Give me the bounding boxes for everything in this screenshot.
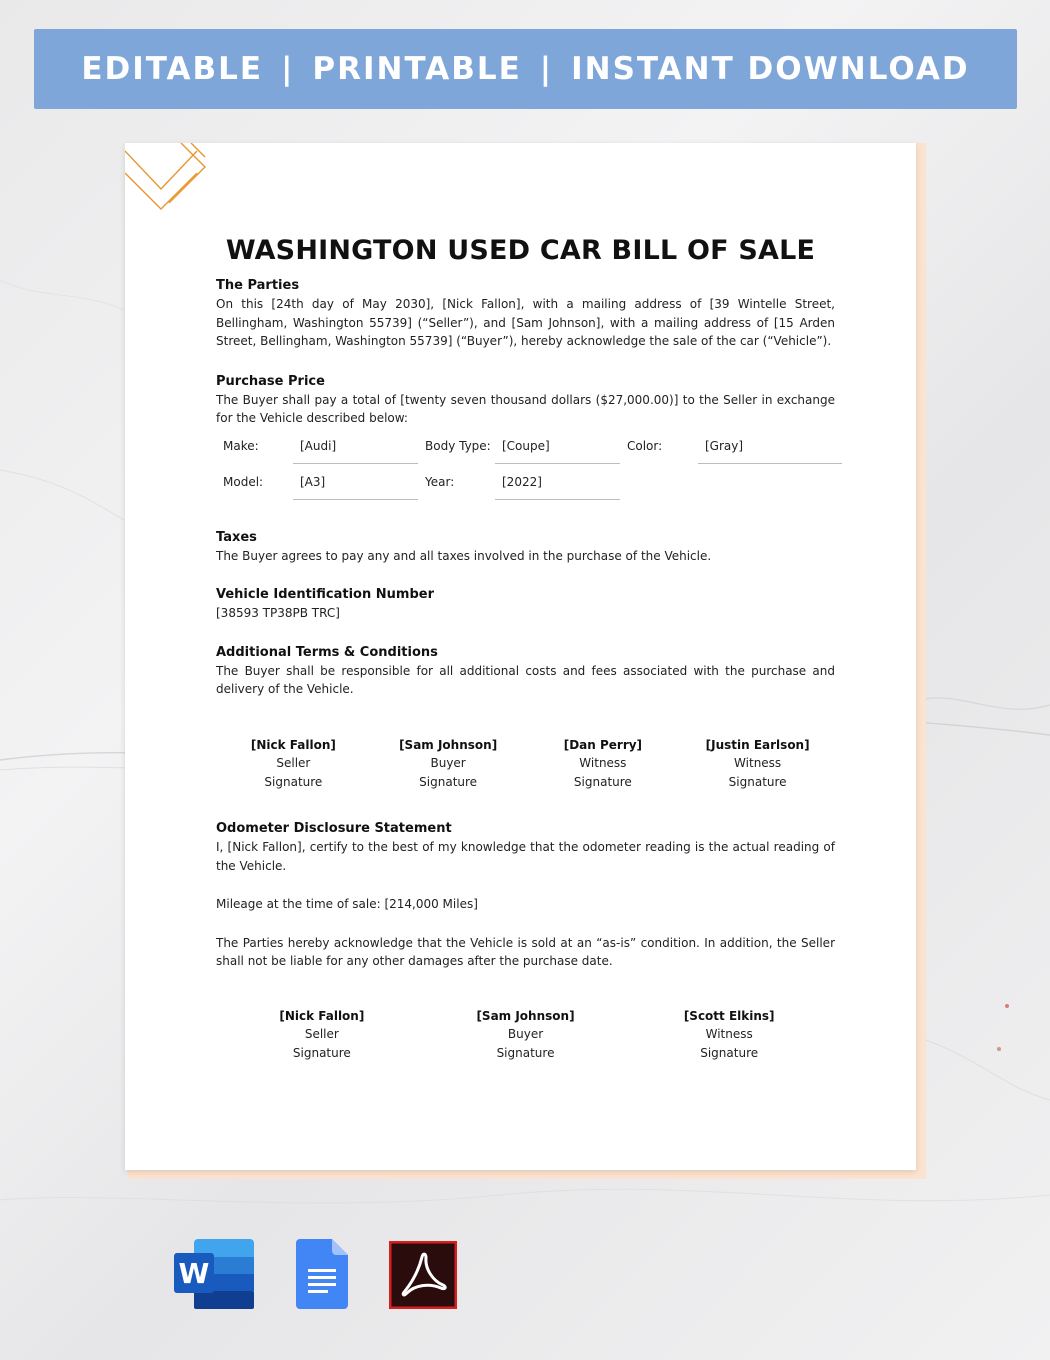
banner-separator: |	[281, 51, 295, 87]
model-value: [A3]	[300, 474, 326, 489]
parties-heading: The Parties	[216, 278, 300, 293]
model-label: Model:	[223, 474, 264, 489]
odometer-heading: Odometer Disclosure Statement	[216, 821, 452, 836]
odometer-mileage: Mileage at the time of sale: [214,000 Miles]	[216, 897, 478, 911]
odometer-as-is: The Parties hereby acknowledge that the Vehicle is sold at an “as-is” condition. In addition, the Seller shall not be liable for any other damages after the purchase date.	[216, 935, 835, 968]
make-label: Make:	[223, 438, 259, 453]
body-type-value: [Coupe]	[502, 438, 550, 453]
body-type-label: Body Type:	[425, 438, 491, 453]
vehicle-details-table	[216, 428, 835, 528]
parties-text: On this [24th day of May 2030], [Nick Fallon], with a mailing address of [39 Wintelle Street, Bellingham, Washington 55739] (“Seller”), and [Sam Johnson], with a mailing address of [15 Arden Street, Bellingham, Washington 55739] (“Buyer”), hereby acknowledge the sale of the car (“Vehicle”).	[216, 297, 835, 348]
word-icon[interactable]	[174, 1239, 254, 1309]
signature-block-2	[216, 1007, 835, 1063]
banner-item-printable: PRINTABLE	[312, 51, 522, 87]
google-docs-icon[interactable]	[296, 1239, 348, 1309]
document-body	[216, 276, 835, 1062]
banner-item-instant-download: INSTANT DOWNLOAD	[571, 51, 970, 87]
color-label: Color:	[627, 438, 663, 453]
svg-text:W: W	[178, 1257, 210, 1290]
document-page	[125, 143, 916, 1170]
signature-buyer: [Sam Johnson] Buyer Signature	[476, 1008, 575, 1060]
signature-seller: [Nick Fallon] Seller Signature	[250, 737, 336, 789]
purchase-heading: Purchase Price	[216, 373, 325, 389]
odometer-certify: I, [Nick Fallon], certify to the best of my knowledge that the odometer reading is the actual reading of the Vehicle.	[216, 840, 835, 873]
terms-heading: Additional Terms & Conditions	[216, 644, 438, 660]
signature-witness: [Scott Elkins] Witness Signature	[683, 1008, 775, 1060]
signature-witness-1: [Dan Perry] Witness Signature	[563, 737, 643, 789]
signature-block-1	[216, 736, 835, 792]
make-value: [Audi]	[300, 438, 337, 453]
vin-value: [38593 TP38PB TRC]	[216, 606, 340, 620]
banner-item-editable: EDITABLE	[81, 51, 264, 87]
year-value: [2022]	[502, 474, 542, 489]
corner-diamond-decoration	[125, 143, 215, 223]
banner-separator: |	[539, 51, 554, 87]
color-value: [Gray]	[705, 438, 744, 453]
top-banner	[34, 29, 1017, 109]
format-icons	[0, 1238, 1050, 1310]
pdf-icon[interactable]	[389, 1241, 457, 1309]
signature-buyer: [Sam Johnson] Buyer Signature	[399, 737, 498, 789]
taxes-text: The Buyer agrees to pay any and all taxes involved in the purchase of the Vehicle.	[216, 548, 712, 563]
signature-witness-2: [Justin Earlson] Witness Signature	[705, 737, 810, 789]
taxes-heading: Taxes	[216, 529, 257, 545]
purchase-text: The Buyer shall pay a total of [twenty seven thousand dollars ($27,000.00)] to the Seller in exchange for the Vehicle described below:	[216, 392, 835, 425]
year-label: Year:	[425, 474, 455, 489]
signature-seller: [Nick Fallon] Seller Signature	[279, 1008, 365, 1060]
vin-heading: Vehicle Identification Number	[216, 587, 434, 602]
terms-text: The Buyer shall be responsible for all additional costs and fees associated with the purchase and delivery of the Vehicle.	[216, 663, 835, 696]
document-title: WASHINGTON USED CAR BILL OF SALE	[225, 235, 816, 266]
